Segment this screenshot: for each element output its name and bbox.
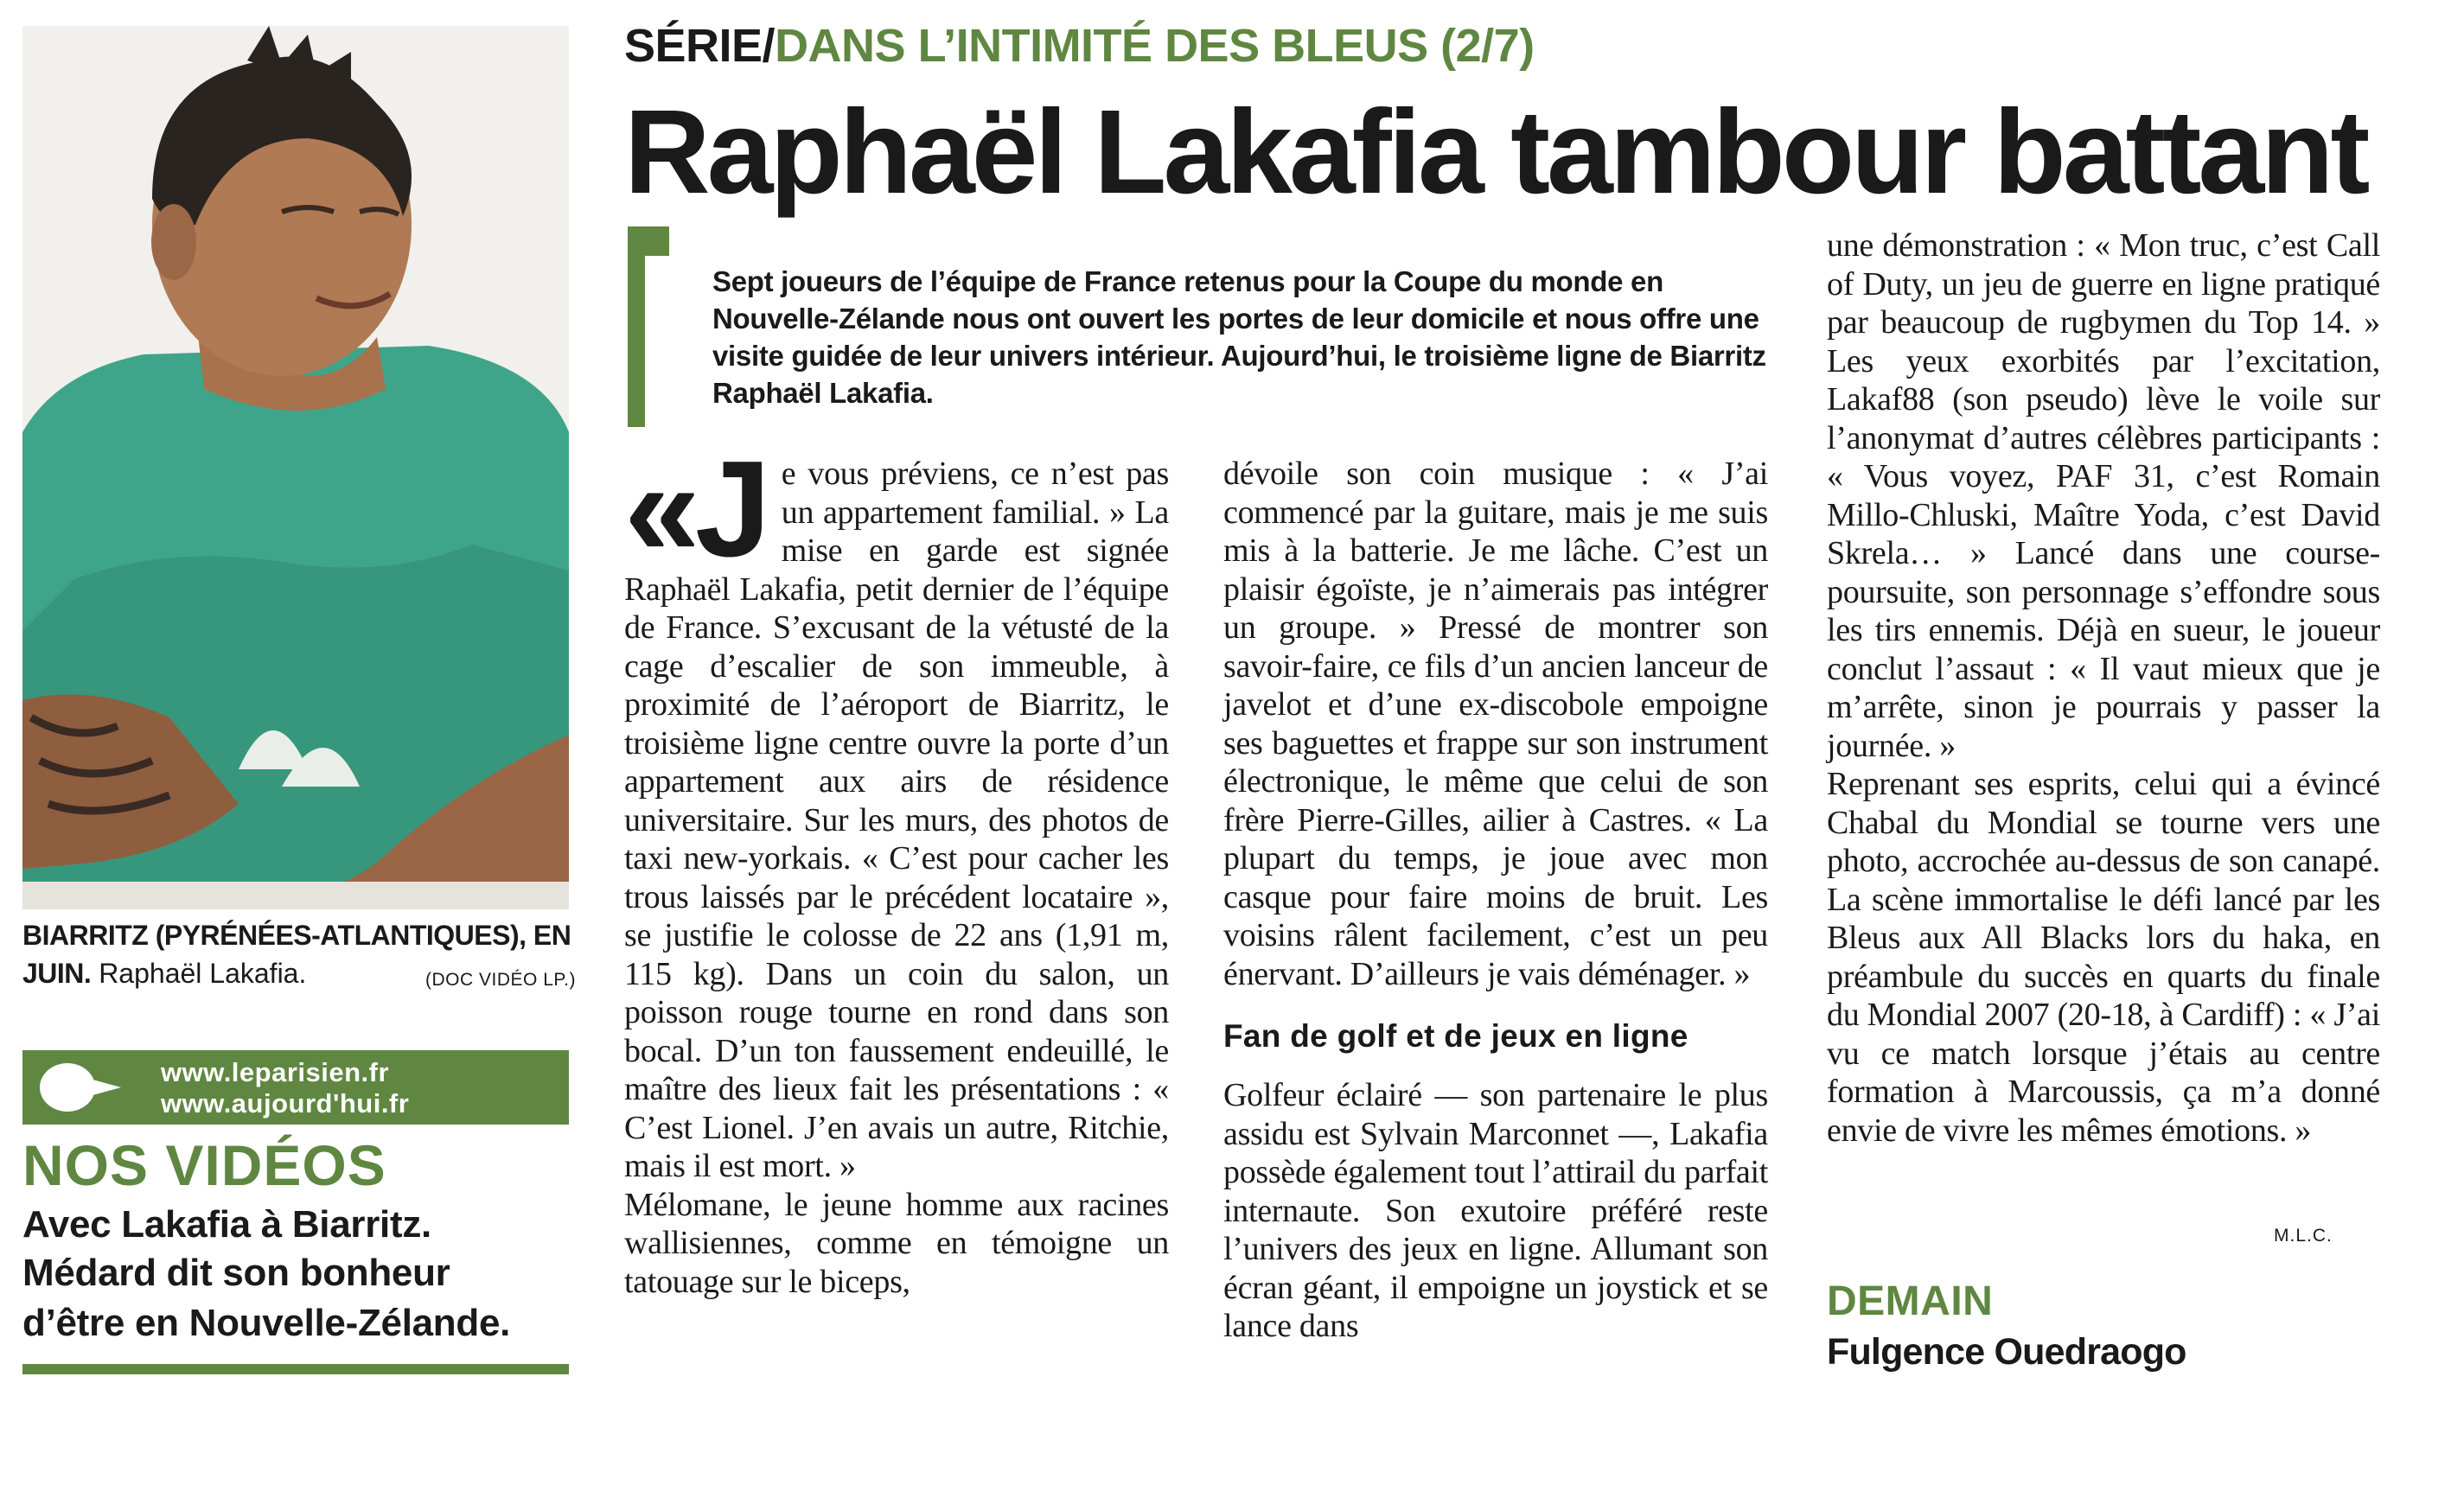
section-divider	[22, 1364, 569, 1374]
kicker-title: DANS L’INTIMITÉ DES BLEUS (2/7)	[775, 20, 1535, 72]
article-photo	[22, 26, 569, 909]
article-paragraph: une démonstration : « Mon truc, c’est Call of Duty, un jeu de guerre en ligne pratiqué par beaucoup de rugbymen du Top 14. » Les yeux exorbités par l’excitation, Lakaf88 (son pseudo) lève le voile sur l’anonymat d’autres célèbres participants : « Vous voyez, PAF 31, c’est Romain Millo-Chluski, Maître Yoda, c’est David Skrela… » Lancé dans une course-poursuite, son personnage s’effondre sous les tirs ennemis. Déjà en sueur, le joueur conclut l’assaut : « Il vaut mieux que je m’arrête, sinon je pourrais y passer la journée. »	[1827, 227, 2380, 764]
article-column-2	[1223, 455, 1768, 1346]
kicker-series: SÉRIE/	[624, 20, 776, 72]
article-paragraph	[624, 433, 1169, 1186]
article-headline: Raphaël Lakafia tambour battant	[624, 86, 2367, 219]
article-paragraph: Reprenant ses esprits, celui qui a évincé Chabal du Mondial se tourne vers une photo, accrochée au-dessus de son canapé. La scène immortalise le défi lancé par les Bleus aux All Blacks lors du haka, en préambule du succès en quarts du finale du Mondial 2007 (20-18, à Cardiff) : « J’ai vu ce match lorsque j’étais au centre formation à Marcoussis, ça m’a donné envie de vivre les mêmes émotions. »	[1827, 766, 2380, 1149]
portrait-photo-icon	[22, 26, 569, 909]
article-paragraph: dévoile son coin musique : « J’ai commencé par la guitare, mais je me suis mis à la batterie. Je me lâche. C’est un plaisir égoïste, je n’aimerais pas intégrer un groupe. » Pressé de montrer son savoir-faire, ce fils d’un ancien lanceur de javelot et d’une ex-discobole empoigne ses baguettes et frappe sur son instrument électronique, le même que celui de son frère Pierre-Gilles, ailier à Castres. « La plupart du temps, je joue avec mon casque pour faire moins de bruit. Les voisins râlent facilement, c’est un peu énervant. D’ailleurs je vais déménager. »	[1223, 456, 1768, 992]
article-paragraph: Mélomane, le jeune homme aux racines wallisiennes, comme en témoigne un tatouage sur le biceps,	[624, 1186, 1169, 1300]
photo-caption	[22, 916, 576, 992]
series-kicker	[624, 19, 1535, 73]
videos-title: NOS VIDÉOS	[22, 1133, 386, 1197]
drop-cap: «J	[624, 433, 766, 585]
photo-credit: (DOC VIDÉO LP.)	[425, 970, 576, 990]
article-column-1	[624, 433, 1169, 1301]
video-link-2[interactable]: Médard dit son bonheur	[22, 1252, 450, 1294]
speech-bubble-icon	[38, 1061, 121, 1114]
next-episode-label: DEMAIN	[1827, 1278, 1994, 1324]
next-episode-name: Fulgence Ouedraogo	[1827, 1331, 2186, 1373]
caption-name: Raphaël Lakafia.	[91, 958, 307, 989]
article-column-3	[1827, 226, 2380, 1150]
article-chapeau: Sept joueurs de l’équipe de France retenus pour la Coupe du monde en Nouvelle-Zélande nous ont ouvert les portes de leur domicile et nous offre une visite guidée de leur univers intérieur. Aujourd’hui, le troisième ligne de Biarritz Raphaël Lakafia.	[712, 265, 1766, 409]
website-link-leparisien[interactable]: www.leparisien.fr	[161, 1057, 390, 1087]
paragraph-text: e vous préviens, ce n’est pas un appartement familial. » La mise en garde est signée Raphaël Lakafia, petit dernier de l’équipe de France. S’excusant de la vétusté de la cage d’escalier de son immeuble, à proximité de l’aéroport de Biarritz, le troisième ligne centre ouvre la porte d’un appartement aux airs de résidence universitaire. Sur les murs, des photos de taxi new-yorkais. « C’est pour cacher les trous laissés par le précédent locataire », se justifie le colosse de 22 ans (1,91 m, 115 kg). Dans un coin du salon, un poisson rouge tourne en rond dans son bocal. D’un ton faussement endeuillé, le maître des lieux fait les présentations : « C’est Lionel. J’en avais un autre, Ritchie, mais il est mort. »	[624, 456, 1169, 1184]
article-subheading: Fan de golf et de jeux en ligne	[1223, 1018, 1688, 1054]
website-link-aujourdhui[interactable]: www.aujourd'hui.fr	[161, 1088, 410, 1119]
chapeau-bracket	[628, 226, 669, 427]
web-links-banner	[22, 1050, 569, 1125]
video-link-1[interactable]: Avec Lakafia à Biarritz.	[22, 1203, 431, 1246]
author-signature: M.L.C.	[2274, 1226, 2333, 1246]
caption-place: BIARRITZ (PYRÉNÉES-ATLANTIQUES), EN JUIN.	[22, 920, 571, 989]
article-paragraph: Golfeur éclairé — son partenaire le plus assidu est Sylvain Marconnet —, Lakafia possède également tout l’attirail du parfait internaute. Son exutoire préféré reste l’univers des jeux en ligne. Allumant son écran géant, il empoigne un joystick et se lance dans	[1223, 1077, 1768, 1344]
video-link-2-continued[interactable]: d’être en Nouvelle-Zélande.	[22, 1302, 511, 1344]
